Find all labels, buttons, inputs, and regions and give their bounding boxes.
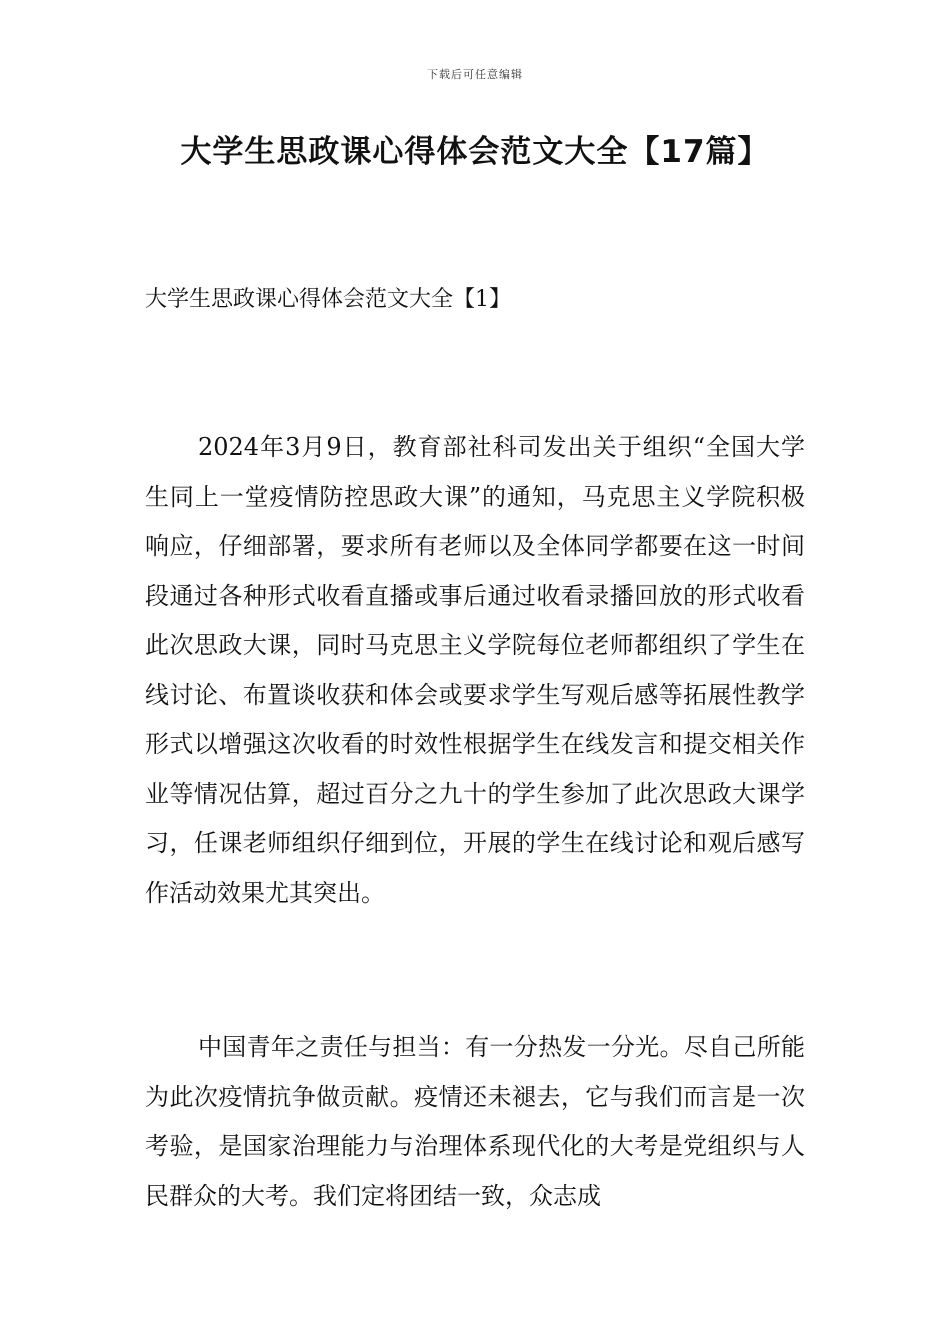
body-paragraph-2: 中国青年之责任与担当：有一分热发一分光。尽自己所能为此次疫情抗争做贡献。疫情还未褪去，它与我们而言是一次考验，是国家治理能力与治理体系现代化的大考是党组织与人民群众的大考。我们定将团结一致，众志成 [145, 1033, 805, 1210]
document-title: 大学生思政课心得体会范文大全【17篇】 [180, 134, 770, 170]
header-note: 下载后可任意编辑 [427, 68, 523, 81]
section-heading: 大学生思政课心得体会范文大全【1】 [145, 287, 511, 312]
body-paragraph-1: 2024年3月9日，教育部社科司发出关于组织“全国大学生同上一堂疫情防控思政大课”的通知，马克思主义学院积极响应，仔细部署，要求所有老师以及全体同学都要在这一时间段通过各种形式收看直播或事后通过收看录播回放的形式收看此次思政大课，同时马克思主义学院每位老师都组织了学生在线讨论、布置谈收获和体会或要求学生写观后感等拓展性教学形式以增强这次收看的时效性根据学生在线发言和提交相关作业等情况估算，超过百分之九十的学生参加了此次思政大课学习，任课老师组织仔细到位，开展的学生在线讨论和观后感写作活动效果尤其突出。 [145, 433, 805, 907]
